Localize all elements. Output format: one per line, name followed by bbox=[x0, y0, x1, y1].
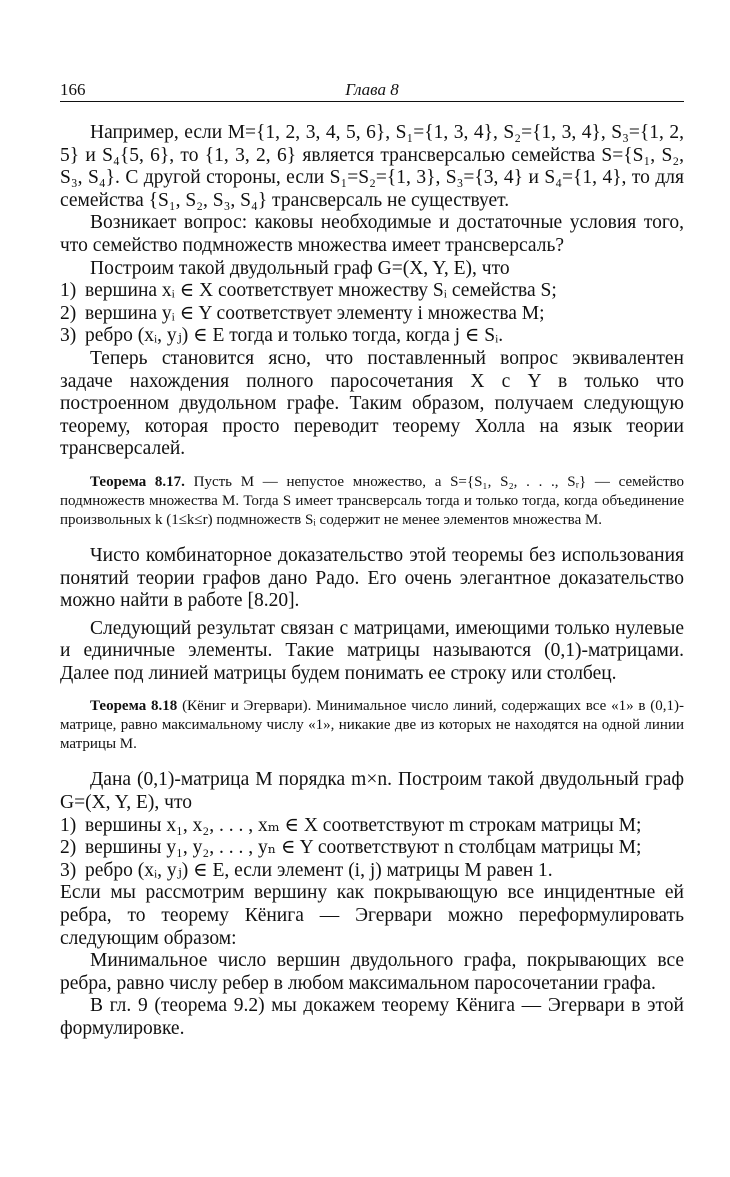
page-number: 166 bbox=[60, 80, 86, 99]
theorem-text: Пусть M — непустое множество, а S={S₁, S₂, . . ., Sᵣ} — семейство подмножеств множества M. Тогда S имеет трансверсаль тогда и только тогда, когда объединение произвольных k (1≤k≤r) подмножеств Sᵢ содержит не менее элементов множества M. bbox=[60, 473, 684, 528]
matrix-graph-paragraph: Дана (0,1)-матрица M порядка m×n. Построим такой двудольный граф G=(X, Y, E), что bbox=[60, 769, 684, 814]
theorem-8-17 bbox=[60, 473, 684, 530]
page-body bbox=[60, 122, 684, 1041]
list-item: 2) вершина yᵢ ∈ Y соответствует элементу i множества M; bbox=[60, 302, 545, 324]
theorem-label: Теорема 8.18 bbox=[90, 698, 178, 715]
matrix-paragraph: Следующий результат связан с матрицами, имеющими только нулевые и единичные элементы. Такие матрицы называются (0,1)-матрицами. Далее под линией матрицы будем понимать ее строку или столбец. bbox=[60, 617, 684, 684]
theorem-text: (Кёниг и Эгервари). Минимальное число линий, содержащих все «1» в (0,1)-матрице, равно максимальному числу «1», никакие две из которых не находятся на одной линии матрицы M. bbox=[60, 698, 685, 753]
list-item: 3) ребро (xᵢ, yⱼ) ∈ E, если элемент (i, j) матрицы M равен 1. bbox=[60, 859, 553, 881]
list-item: 3) ребро (xᵢ, yⱼ) ∈ E тогда и только тогда, когда j ∈ Sᵢ. bbox=[60, 325, 504, 347]
list-item: 1) вершины x₁, x₂, . . . , xₘ ∈ X соответствуют m строкам матрицы M; bbox=[60, 814, 642, 836]
theorem-label: Теорема 8.17. bbox=[90, 473, 185, 490]
equivalence-paragraph: Теперь становится ясно, что поставленный вопрос эквивалентен задаче нахождения полного паросочетания X с Y в только что построенном двудольном графе. Таким образом, получаем следующую теорему, которая просто переводит теорему Холла на язык теории трансверсалей. bbox=[60, 347, 684, 460]
header-rule bbox=[60, 101, 684, 102]
question-paragraph: Возникает вопрос: каковы необходимые и достаточные условия того, что семейство подмножеств множества имеет трансверсаль? bbox=[60, 212, 684, 256]
vertex-cover-paragraph: Минимальное число вершин двудольного графа, покрывающих все ребра, равно числу ребер в любом максимальном паросочетании графа. bbox=[60, 950, 684, 994]
list-item: 2) вершины y₁, y₂, . . . , yₙ ∈ Y соответствуют n столбцам матрицы M; bbox=[60, 837, 642, 859]
rado-paragraph: Чисто комбинаторное доказательство этой теоремы без использования понятий теории графов дано Радо. Его очень элегантное доказательство можно найти в работе [8.20]. bbox=[60, 544, 684, 612]
construction-paragraph: Построим такой двудольный граф G=(X, Y, E), что bbox=[90, 257, 510, 279]
list-item: 1) вершина xᵢ ∈ X соответствует множеству Sᵢ семейства S; bbox=[60, 280, 557, 302]
forward-reference-paragraph: В гл. 9 (теорема 9.2) мы докажем теорему Кёнига — Эгервари в этой формулировке. bbox=[60, 995, 684, 1039]
chapter-title: Глава 8 bbox=[345, 80, 399, 99]
theorem-8-18 bbox=[60, 697, 684, 754]
reformulation-paragraph: Если мы рассмотрим вершину как покрывающую все инцидентные ей ребра, то теорему Кёнига — Эгервари можно переформулировать следующим образом: bbox=[60, 882, 684, 949]
example-paragraph: Например, если M={1, 2, 3, 4, 5, 6}, S₁={1, 3, 4}, S₂={1, 3, 4}, S₃={1, 2, 5} и S₄{5, 6}, то {1, 3, 2, 6} является трансверсалью семейства S={S₁, S₂, S₃, S₄}. С другой стороны, если S₁=S₂={1, 3}, S₃={3, 4} и S₄={1, 4}, то для семейства {S₁, S₂, S₃, S₄} трансверсаль не существует. bbox=[60, 122, 684, 211]
